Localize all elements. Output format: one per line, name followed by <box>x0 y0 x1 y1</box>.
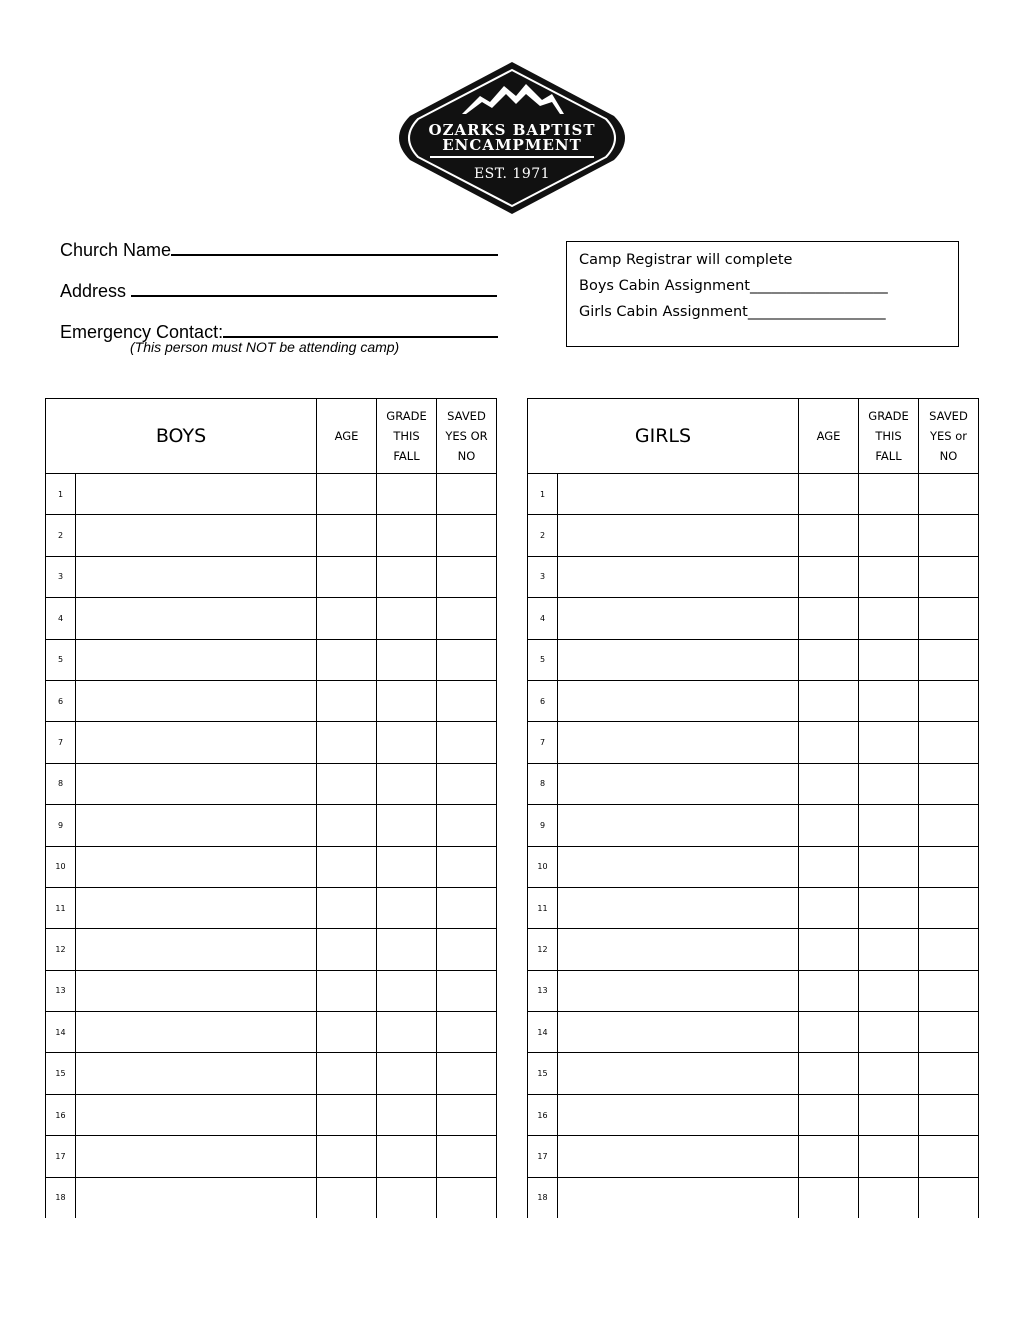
girls-saved-cell[interactable] <box>919 846 979 887</box>
girls-row-number: 9 <box>528 805 558 846</box>
boys-grade-cell[interactable] <box>377 1053 437 1094</box>
boys-age-cell[interactable] <box>317 515 377 556</box>
girls-table-row <box>528 598 979 639</box>
girls-saved-cell[interactable] <box>919 515 979 556</box>
boys-name-cell[interactable] <box>76 763 317 804</box>
girls-age-cell[interactable] <box>799 474 859 515</box>
boys-name-cell[interactable] <box>76 1053 317 1094</box>
boys-grade-cell[interactable] <box>377 763 437 804</box>
girls-age-cell[interactable] <box>799 1136 859 1177</box>
girls-table-row <box>528 970 979 1011</box>
girls-grade-cell[interactable] <box>859 929 919 970</box>
boys-grade-cell[interactable] <box>377 639 437 680</box>
header-text: NO <box>457 449 476 463</box>
boys-row-number: 12 <box>46 929 76 970</box>
boys-row-number: 11 <box>46 887 76 928</box>
girls-table-row <box>528 763 979 804</box>
boys-grade-cell[interactable] <box>377 1136 437 1177</box>
boys-age-cell[interactable] <box>317 598 377 639</box>
boys-age-cell[interactable] <box>317 763 377 804</box>
girls-cabin-assignment: Girls Cabin Assignment___________________ <box>579 304 886 320</box>
boys-name-cell[interactable] <box>76 1094 317 1135</box>
logo-line-1: OZARKS BAPTIST <box>428 121 596 139</box>
girls-saved-cell[interactable] <box>919 639 979 680</box>
girls-rows <box>528 474 979 1219</box>
header-text: FALL <box>875 449 902 463</box>
boys-table-row <box>46 805 497 846</box>
boys-table-row <box>46 1136 497 1177</box>
girls-age-cell[interactable] <box>799 887 859 928</box>
boys-table-row <box>46 680 497 721</box>
girls-table <box>527 398 979 1218</box>
girls-name-cell[interactable] <box>558 846 799 887</box>
boys-saved-cell[interactable] <box>437 1177 497 1218</box>
boys-row-number: 15 <box>46 1053 76 1094</box>
girls-row-number: 13 <box>528 970 558 1011</box>
boys-saved-cell[interactable] <box>437 846 497 887</box>
boys-saved-cell[interactable] <box>437 887 497 928</box>
girls-row-number: 4 <box>528 598 558 639</box>
boys-name-cell[interactable] <box>76 970 317 1011</box>
girls-name-cell[interactable] <box>558 805 799 846</box>
girls-grade-cell[interactable] <box>859 474 919 515</box>
boys-age-cell[interactable] <box>317 722 377 763</box>
church-name-label: Church Name <box>60 240 172 260</box>
boys-row-number: 7 <box>46 722 76 763</box>
girls-grade-cell[interactable] <box>859 1053 919 1094</box>
boys-age-cell[interactable] <box>317 1053 377 1094</box>
boys-saved-cell[interactable] <box>437 1053 497 1094</box>
header-text: FALL <box>393 449 420 463</box>
boys-name-cell[interactable] <box>76 474 317 515</box>
boys-grade-cell[interactable] <box>377 1094 437 1135</box>
boys-table-row <box>46 722 497 763</box>
address-field <box>60 277 497 302</box>
address-label: Address <box>60 281 127 301</box>
header-text: THIS <box>875 429 902 443</box>
header-text: SAVED <box>929 409 968 423</box>
boys-saved-cell[interactable] <box>437 474 497 515</box>
boys-row-number: 18 <box>46 1177 76 1218</box>
boys-age-cell[interactable] <box>317 1012 377 1053</box>
boys-age-header: AGE <box>317 399 377 474</box>
header-text: YES OR <box>445 429 488 443</box>
girls-name-cell[interactable] <box>558 722 799 763</box>
header-text: GRADE <box>868 409 909 423</box>
emergency-contact-label: Emergency Contact: <box>60 322 224 342</box>
girls-name-cell[interactable] <box>558 970 799 1011</box>
boys-grade-cell[interactable] <box>377 805 437 846</box>
boys-row-number: 4 <box>46 598 76 639</box>
girls-table-row <box>528 846 979 887</box>
boys-name-cell[interactable] <box>76 639 317 680</box>
girls-age-cell[interactable] <box>799 639 859 680</box>
girls-age-cell[interactable] <box>799 1094 859 1135</box>
girls-saved-cell[interactable] <box>919 474 979 515</box>
boys-saved-cell[interactable] <box>437 970 497 1011</box>
girls-row-number: 18 <box>528 1177 558 1218</box>
boys-table-row <box>46 763 497 804</box>
logo-est: EST. 1971 <box>473 166 551 182</box>
boys-row-number: 5 <box>46 639 76 680</box>
boys-age-cell[interactable] <box>317 846 377 887</box>
boys-row-number: 3 <box>46 556 76 597</box>
boys-row-number: 10 <box>46 846 76 887</box>
boys-title: BOYS <box>46 399 317 474</box>
girls-name-cell[interactable] <box>558 887 799 928</box>
girls-name-cell[interactable] <box>558 680 799 721</box>
boys-rows <box>46 474 497 1219</box>
girls-saved-header <box>919 399 979 474</box>
boys-row-number: 17 <box>46 1136 76 1177</box>
girls-saved-cell[interactable] <box>919 1053 979 1094</box>
girls-age-cell[interactable] <box>799 1012 859 1053</box>
boys-row-number: 13 <box>46 970 76 1011</box>
girls-saved-cell[interactable] <box>919 556 979 597</box>
girls-row-number: 17 <box>528 1136 558 1177</box>
girls-row-number: 12 <box>528 929 558 970</box>
boys-age-cell[interactable] <box>317 680 377 721</box>
girls-saved-cell[interactable] <box>919 929 979 970</box>
boys-saved-cell[interactable] <box>437 722 497 763</box>
girls-age-cell[interactable] <box>799 556 859 597</box>
boys-table-row <box>46 1012 497 1053</box>
girls-grade-cell[interactable] <box>859 763 919 804</box>
girls-row-number: 14 <box>528 1012 558 1053</box>
girls-grade-cell[interactable] <box>859 970 919 1011</box>
girls-table-row <box>528 680 979 721</box>
boys-grade-cell[interactable] <box>377 887 437 928</box>
boys-saved-cell[interactable] <box>437 598 497 639</box>
girls-saved-cell[interactable] <box>919 680 979 721</box>
girls-grade-cell[interactable] <box>859 846 919 887</box>
boys-age-cell[interactable] <box>317 1136 377 1177</box>
girls-row-number: 2 <box>528 515 558 556</box>
girls-name-cell[interactable] <box>558 639 799 680</box>
girls-name-cell[interactable] <box>558 763 799 804</box>
boys-age-cell[interactable] <box>317 1177 377 1218</box>
boys-age-cell[interactable] <box>317 970 377 1011</box>
girls-table-row <box>528 1136 979 1177</box>
girls-row-number: 3 <box>528 556 558 597</box>
girls-name-cell[interactable] <box>558 1136 799 1177</box>
girls-grade-cell[interactable] <box>859 515 919 556</box>
girls-row-number: 1 <box>528 474 558 515</box>
girls-grade-cell[interactable] <box>859 1177 919 1218</box>
girls-table-row <box>528 1012 979 1053</box>
girls-table-row <box>528 805 979 846</box>
girls-table-row <box>528 1053 979 1094</box>
girls-table-row <box>528 929 979 970</box>
boys-table-row <box>46 1094 497 1135</box>
boys-name-cell[interactable] <box>76 1012 317 1053</box>
girls-age-cell[interactable] <box>799 929 859 970</box>
boys-table <box>45 398 497 1218</box>
logo-line-2: ENCAMPMENT <box>442 136 582 154</box>
boys-row-number: 9 <box>46 805 76 846</box>
boys-table-row <box>46 598 497 639</box>
boys-name-cell[interactable] <box>76 846 317 887</box>
girls-header-row <box>528 399 979 474</box>
boys-table-row <box>46 1177 497 1218</box>
boys-saved-cell[interactable] <box>437 556 497 597</box>
boys-name-cell[interactable] <box>76 598 317 639</box>
boys-grade-cell[interactable] <box>377 1012 437 1053</box>
boys-name-cell[interactable] <box>76 1177 317 1218</box>
boys-grade-cell[interactable] <box>377 598 437 639</box>
girls-grade-cell[interactable] <box>859 1136 919 1177</box>
girls-age-header: AGE <box>799 399 859 474</box>
girls-row-number: 10 <box>528 846 558 887</box>
girls-age-cell[interactable] <box>799 1177 859 1218</box>
girls-grade-cell[interactable] <box>859 639 919 680</box>
boys-row-number: 1 <box>46 474 76 515</box>
boys-age-cell[interactable] <box>317 1094 377 1135</box>
girls-grade-cell[interactable] <box>859 680 919 721</box>
boys-table-row <box>46 1053 497 1094</box>
girls-name-cell[interactable] <box>558 1094 799 1135</box>
header-text: NO <box>939 449 958 463</box>
girls-saved-cell[interactable] <box>919 1136 979 1177</box>
girls-saved-cell[interactable] <box>919 722 979 763</box>
girls-grade-cell[interactable] <box>859 805 919 846</box>
girls-age-cell[interactable] <box>799 1053 859 1094</box>
church-name-field <box>60 236 498 261</box>
boys-grade-cell[interactable] <box>377 970 437 1011</box>
boys-grade-cell[interactable] <box>377 556 437 597</box>
boys-grade-cell[interactable] <box>377 515 437 556</box>
girls-grade-cell[interactable] <box>859 1012 919 1053</box>
boys-row-number: 8 <box>46 763 76 804</box>
boys-table-row <box>46 474 497 515</box>
boys-age-cell[interactable] <box>317 474 377 515</box>
girls-grade-cell[interactable] <box>859 598 919 639</box>
girls-name-cell[interactable] <box>558 598 799 639</box>
boys-row-number: 14 <box>46 1012 76 1053</box>
boys-grade-cell[interactable] <box>377 680 437 721</box>
girls-row-number: 15 <box>528 1053 558 1094</box>
header-text: GRADE <box>386 409 427 423</box>
girls-saved-cell[interactable] <box>919 1094 979 1135</box>
girls-saved-cell[interactable] <box>919 1177 979 1218</box>
girls-table-row <box>528 887 979 928</box>
boys-age-cell[interactable] <box>317 887 377 928</box>
boys-name-cell[interactable] <box>76 680 317 721</box>
girls-name-cell[interactable] <box>558 1012 799 1053</box>
boys-cabin-assignment: Boys Cabin Assignment___________________ <box>579 278 888 294</box>
girls-age-cell[interactable] <box>799 680 859 721</box>
boys-saved-cell[interactable] <box>437 639 497 680</box>
boys-table-row <box>46 970 497 1011</box>
girls-grade-cell[interactable] <box>859 887 919 928</box>
girls-table-row <box>528 1094 979 1135</box>
girls-title: GIRLS <box>528 399 799 474</box>
girls-saved-cell[interactable] <box>919 887 979 928</box>
boys-row-number: 2 <box>46 515 76 556</box>
girls-grade-cell[interactable] <box>859 556 919 597</box>
girls-table-row <box>528 1177 979 1218</box>
girls-saved-cell[interactable] <box>919 763 979 804</box>
boys-name-cell[interactable] <box>76 805 317 846</box>
girls-table-row <box>528 515 979 556</box>
girls-row-number: 5 <box>528 639 558 680</box>
girls-age-cell[interactable] <box>799 763 859 804</box>
girls-row-number: 8 <box>528 763 558 804</box>
emergency-contact-line[interactable] <box>223 318 498 338</box>
registrar-box <box>566 241 959 347</box>
boys-grade-cell[interactable] <box>377 929 437 970</box>
registrar-heading: Camp Registrar will complete <box>579 252 793 268</box>
header-text: SAVED <box>447 409 486 423</box>
girls-name-cell[interactable] <box>558 556 799 597</box>
girls-saved-cell[interactable] <box>919 805 979 846</box>
boys-saved-cell[interactable] <box>437 1136 497 1177</box>
boys-age-cell[interactable] <box>317 805 377 846</box>
boys-row-number: 6 <box>46 680 76 721</box>
boys-grade-cell[interactable] <box>377 846 437 887</box>
boys-grade-header <box>377 399 437 474</box>
girls-age-cell[interactable] <box>799 722 859 763</box>
boys-saved-cell[interactable] <box>437 763 497 804</box>
girls-age-cell[interactable] <box>799 805 859 846</box>
boys-header-row <box>46 399 497 474</box>
girls-table-row <box>528 556 979 597</box>
girls-row-number: 6 <box>528 680 558 721</box>
girls-age-cell[interactable] <box>799 598 859 639</box>
boys-grade-cell[interactable] <box>377 474 437 515</box>
boys-saved-cell[interactable] <box>437 1012 497 1053</box>
boys-saved-cell[interactable] <box>437 515 497 556</box>
boys-age-cell[interactable] <box>317 929 377 970</box>
address-line[interactable] <box>131 277 497 297</box>
boys-name-cell[interactable] <box>76 929 317 970</box>
boys-name-cell[interactable] <box>76 1136 317 1177</box>
emergency-note: (This person must NOT be attending camp) <box>130 339 400 355</box>
church-name-line[interactable] <box>171 236 498 256</box>
girls-name-cell[interactable] <box>558 1177 799 1218</box>
girls-saved-cell[interactable] <box>919 1012 979 1053</box>
girls-name-cell[interactable] <box>558 474 799 515</box>
boys-table-row <box>46 846 497 887</box>
girls-row-number: 16 <box>528 1094 558 1135</box>
girls-row-number: 11 <box>528 887 558 928</box>
girls-grade-cell[interactable] <box>859 1094 919 1135</box>
boys-table-row <box>46 639 497 680</box>
girls-table-row <box>528 722 979 763</box>
girls-grade-cell[interactable] <box>859 722 919 763</box>
girls-saved-cell[interactable] <box>919 970 979 1011</box>
girls-name-cell[interactable] <box>558 1053 799 1094</box>
camp-logo <box>392 60 632 216</box>
boys-name-cell[interactable] <box>76 556 317 597</box>
girls-row-number: 7 <box>528 722 558 763</box>
header-text: THIS <box>393 429 420 443</box>
boys-table-row <box>46 887 497 928</box>
boys-age-cell[interactable] <box>317 556 377 597</box>
girls-table-row <box>528 639 979 680</box>
header-text: YES or <box>929 429 967 443</box>
boys-saved-header <box>437 399 497 474</box>
girls-age-cell[interactable] <box>799 970 859 1011</box>
girls-age-cell[interactable] <box>799 515 859 556</box>
boys-name-cell[interactable] <box>76 515 317 556</box>
boys-saved-cell[interactable] <box>437 929 497 970</box>
girls-table-row <box>528 474 979 515</box>
boys-grade-cell[interactable] <box>377 1177 437 1218</box>
girls-grade-header <box>859 399 919 474</box>
girls-name-cell[interactable] <box>558 929 799 970</box>
boys-saved-cell[interactable] <box>437 680 497 721</box>
boys-age-cell[interactable] <box>317 639 377 680</box>
boys-grade-cell[interactable] <box>377 722 437 763</box>
boys-table-row <box>46 556 497 597</box>
girls-name-cell[interactable] <box>558 515 799 556</box>
boys-name-cell[interactable] <box>76 887 317 928</box>
boys-saved-cell[interactable] <box>437 805 497 846</box>
girls-saved-cell[interactable] <box>919 598 979 639</box>
boys-table-row <box>46 929 497 970</box>
boys-name-cell[interactable] <box>76 722 317 763</box>
boys-saved-cell[interactable] <box>437 1094 497 1135</box>
boys-table-row <box>46 515 497 556</box>
girls-age-cell[interactable] <box>799 846 859 887</box>
boys-row-number: 16 <box>46 1094 76 1135</box>
